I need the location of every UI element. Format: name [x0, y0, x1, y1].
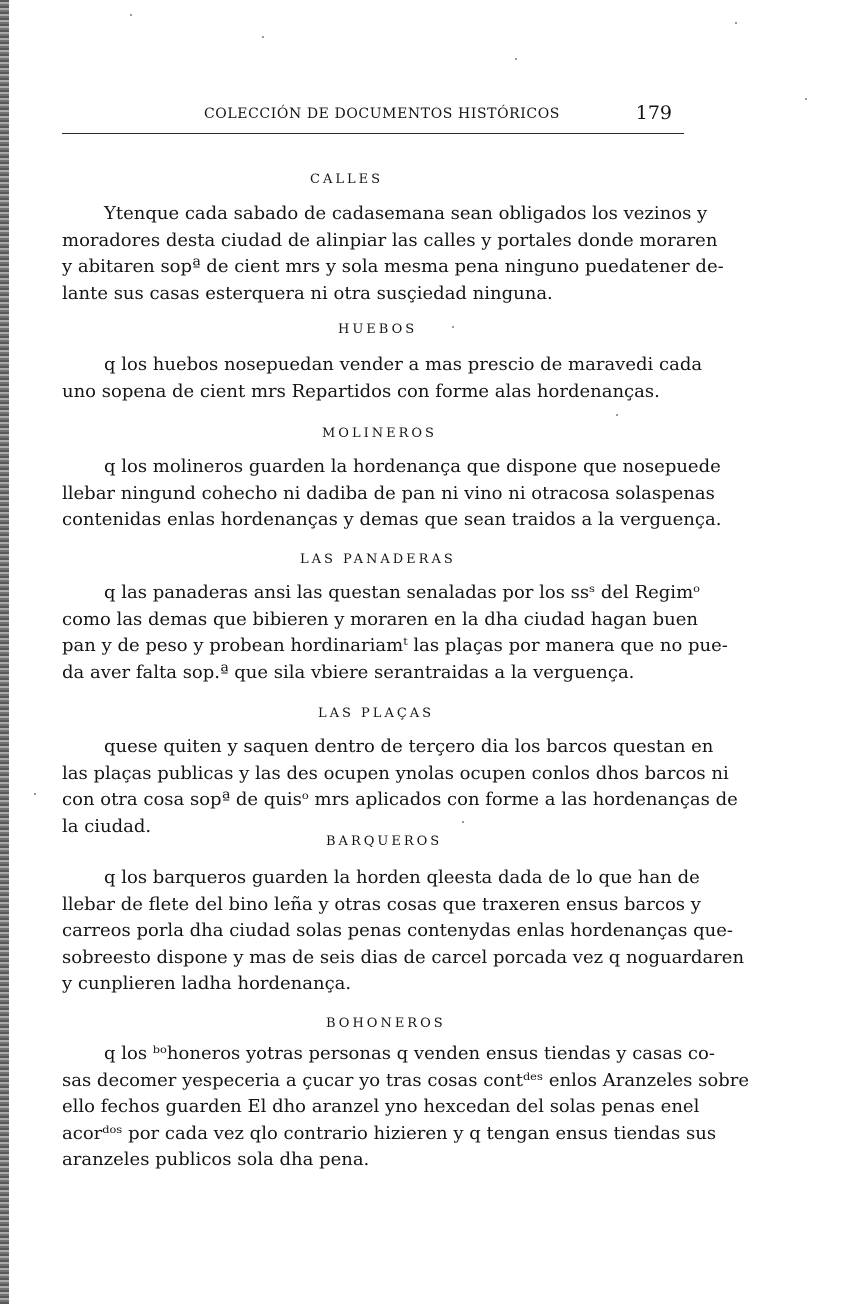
- text-line: quese quiten y saquen dentro de terçero dia los barcos questan en: [104, 736, 714, 757]
- scan-speck: [805, 98, 807, 100]
- paragraph-molineros: [62, 454, 722, 534]
- scan-speck: [515, 58, 517, 60]
- text-line: q los molineros guarden la hordenança que dispone que nosepuede: [104, 456, 721, 477]
- header-title: COLECCIÓN DE DOCUMENTOS HISTÓRICOS: [204, 106, 561, 122]
- text-line: uno sopena de cient mrs Repartidos con forme alas hordenanças.: [62, 380, 660, 402]
- section-heading-barqueros: BARQUEROS: [326, 834, 443, 849]
- text-line: da aver falta sop.ª que sila vbiere serantraidas a la verguença.: [62, 661, 635, 683]
- text-line: carreos porla dha ciudad solas penas contenydas enlas hordenanças que-: [62, 920, 733, 941]
- paragraph-panaderas: [62, 580, 728, 686]
- page-number: 179: [635, 102, 672, 124]
- scan-speck: [462, 821, 464, 823]
- text-line: ello fechos guarden El dho aranzel yno hexcedan del solas penas enel: [62, 1096, 700, 1117]
- paragraph-huebos: [62, 352, 703, 405]
- text-line: q los barqueros guarden la horden qleesta dada de lo que han de: [104, 867, 700, 888]
- paragraph-barqueros: [62, 865, 745, 998]
- text-line: q las panaderas ansi las questan senaladas por los ssˢ del Regimᵒ: [104, 582, 701, 603]
- text-line: Ytenque cada sabado de cadasemana sean obligados los vezinos y: [104, 203, 708, 224]
- section-heading-panaderas: LAS PANADERAS: [300, 552, 456, 567]
- header-rule: [62, 133, 684, 134]
- text-line: q los ᵇᵒhoneros yotras personas q venden ensus tiendas y casas co-: [104, 1043, 715, 1064]
- scan-speck: [34, 793, 36, 795]
- text-line: y abitaren sopª de cient mrs y sola mesma pena ninguno puedatener de-: [62, 256, 724, 277]
- text-line: con otra cosa sopª de quisᵒ mrs aplicados con forme a las hordenanças de: [62, 789, 738, 810]
- text-line: acorᵈᵒˢ por cada vez qlo contrario hizieren y q tengan ensus tiendas sus: [62, 1122, 717, 1144]
- text-line: q los huebos nosepuedan vender a mas prescio de maravedi cada: [104, 354, 703, 375]
- text-line: la ciudad.: [62, 815, 152, 837]
- paragraph-placas: [62, 734, 738, 840]
- text-line: aranzeles publicos sola dha pena.: [62, 1149, 370, 1170]
- text-line: pan y de peso y probean hordinariamᵗ las plaças por manera que no pue-: [62, 635, 728, 656]
- section-heading-placas: LAS PLAÇAS: [318, 706, 435, 721]
- text-line: llebar ningund cohecho ni dadiba de pan ni vino ni otracosa solaspenas: [62, 482, 715, 504]
- scan-speck: [452, 326, 454, 328]
- text-line: como las demas que bibieren y moraren en la dha ciudad hagan buen: [62, 608, 698, 630]
- scan-speck: [735, 22, 737, 24]
- page-binding-edge: [0, 0, 9, 1304]
- running-header: [62, 100, 684, 130]
- section-heading-molineros: MOLINEROS: [322, 426, 437, 441]
- text-line: y cunplieren ladha hordenança.: [62, 973, 352, 994]
- text-line: lante sus casas esterquera ni otra susçiedad ninguna.: [62, 282, 553, 304]
- scan-speck: [130, 14, 132, 16]
- section-heading-huebos: HUEBOS: [338, 322, 418, 337]
- text-line: moradores desta ciudad de alinpiar las calles y portales donde moraren: [62, 229, 718, 251]
- paragraph-calles: [62, 201, 724, 307]
- text-line: sas decomer yespeceria a çucar yo tras cosas contᵈᵉˢ enlos Aranzeles sobre: [62, 1069, 749, 1091]
- text-line: sobreesto dispone y mas de seis dias de carcel porcada vez q noguardaren: [62, 946, 745, 968]
- text-line: las plaças publicas y las des ocupen ynolas ocupen conlos dhos barcos ni: [62, 762, 729, 784]
- section-heading-calles: CALLES: [310, 172, 383, 187]
- paragraph-bohoneros: [62, 1041, 749, 1174]
- section-heading-bohoneros: BOHONEROS: [326, 1016, 446, 1031]
- scan-speck: [616, 414, 618, 416]
- text-line: llebar de flete del bino leña y otras cosas que traxeren ensus barcos y: [62, 893, 701, 915]
- text-line: contenidas enlas hordenanças y demas que sean traidos a la verguença.: [62, 509, 722, 530]
- scan-speck: [262, 36, 264, 38]
